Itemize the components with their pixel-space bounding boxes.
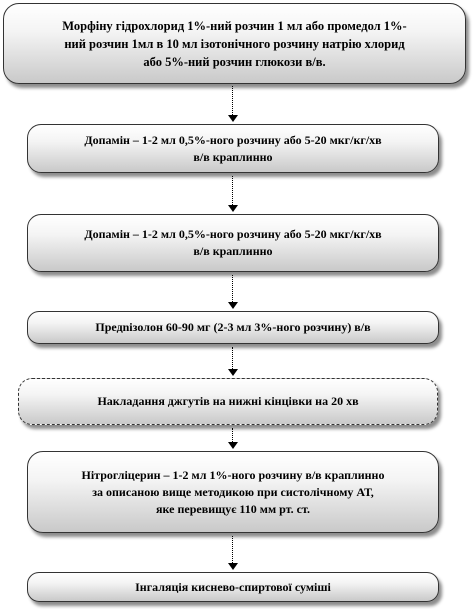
step-dopamine-2-line-1: Допамін – 1-2 мл 0,5%-ного розчину або 5-20 мкг/кг/хв (84, 227, 382, 241)
step-tourniquet-box (18, 378, 438, 425)
step-dopamine-2-line-2: в/в краплинно (193, 244, 273, 258)
step-nitroglycerin-line-1: Нітрогліцерин – 1-2 мл 1%-ного розчину в/в краплинно (81, 467, 385, 482)
arrow-down-icon (228, 347, 238, 376)
step-nitroglycerin-box (27, 451, 439, 533)
step-dopamine-box-1 (27, 124, 439, 173)
arrow-down-icon (228, 176, 238, 212)
step-dopamine-text-1 (84, 132, 381, 166)
step-prednisolone-line-1: Предnізолон 60-90 мг (2-3 мл 3%-ного розчину) в/в (95, 320, 371, 334)
step-nitroglycerin-text (82, 467, 385, 518)
step-nitroglycerin-line-2: за описаною вище методикою при систолічному АТ, (92, 484, 374, 499)
arrow-down-icon (228, 536, 238, 570)
step-oxygen-line-1: Інгаляція киснево-спиртової суміші (135, 579, 331, 594)
step-oxygen-box (27, 572, 439, 602)
step-morphine-box (3, 3, 466, 84)
step-dopamine-1-line-2: в/в краплинно (193, 149, 273, 164)
step-morphine-line-3: або 5%-ний розчин глюкози в/в. (143, 54, 326, 69)
step-prednisolone-box (27, 311, 439, 344)
step-oxygen-text (135, 579, 331, 596)
step-morphine-line-1: Морфіну гідрохлорид 1%-ний розчин 1 мл або промедол 1%- (62, 18, 407, 33)
step-nitroglycerin-line-3: яке перевищує 110 мм рт. ст. (156, 501, 310, 516)
step-morphine-line-2: ний розчин 1мл в 10 мл ізотонічного розчину натрію хлорид (64, 36, 405, 51)
step-tourniquet-line-1: Накладання джгутів на нижні кінцівки на 20 хв (97, 394, 359, 408)
step-dopamine-1-line-1: Допамін – 1-2 мл 0,5%-ного розчину або 5-20 мкг/кг/хв (84, 132, 382, 147)
step-dopamine-text-2 (84, 226, 381, 260)
arrow-down-icon (228, 86, 238, 122)
step-prednisolone-text (95, 319, 370, 336)
arrow-down-icon (228, 275, 238, 309)
step-tourniquet-text (97, 393, 358, 410)
step-morphine-text (62, 17, 406, 71)
arrow-down-icon (228, 428, 238, 449)
step-dopamine-box-2 (27, 214, 439, 272)
